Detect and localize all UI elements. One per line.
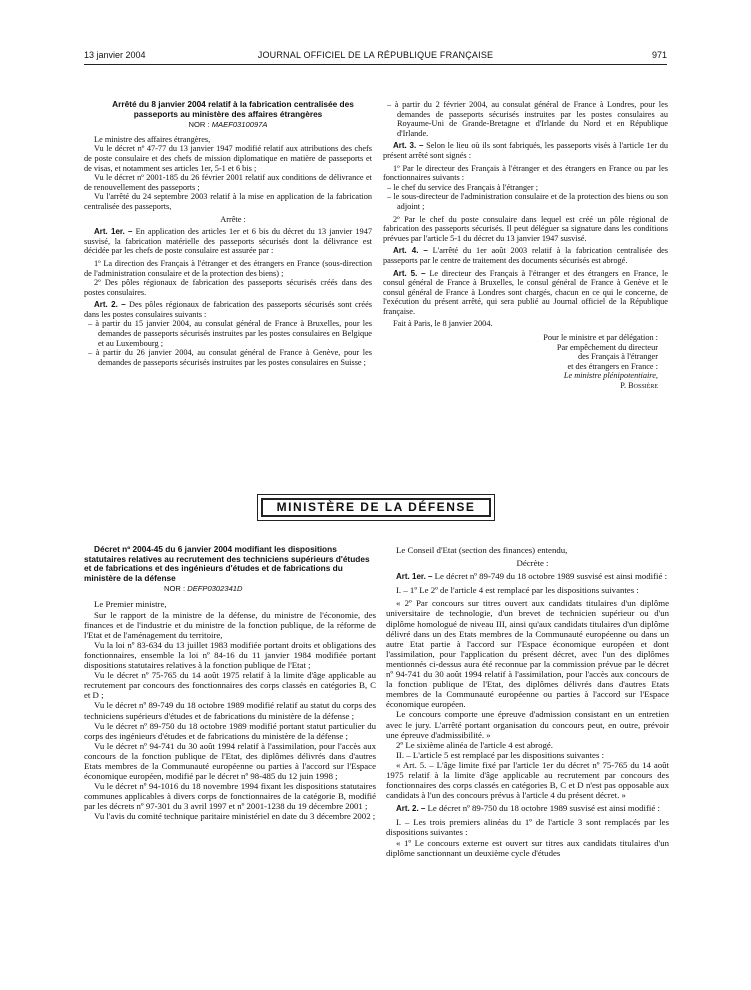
article-5: Art. 5. – Le directeur des Français à l'étranger et des étrangers en France, le consul général de France à Bruxelles, le consul général de France à Genève et le consul général de France à Londres sont chargés, chacun en ce qui le concerne, de l'exécution du présent arrêté, qui sera publié au Journal officiel de la République française.	[383, 268, 669, 316]
decret-para: Le Premier ministre,	[94, 599, 167, 610]
decret-para: Le Conseil d'Etat (section des finances) entendu,	[396, 545, 568, 555]
decret-para: Le concours comporte une épreuve d'admission consistant en un entretien avec le jury. L'arrêté portant organisation du concours peut, en outre, prévoir une épreuve d'admissibilité. »	[386, 709, 669, 740]
decret-para: I. – Les trois premiers alinéas du 1º de l'article 3 sont remplacés par les dispositions suivantes :	[386, 817, 669, 838]
decret-para: II. – L'article 5 est remplacé par les dispositions suivantes :	[396, 749, 605, 760]
decret-para: Vu le décret nº 75-765 du 14 août 1975 relatif à la limite d'âge applicable au recrutement par concours des fonctionnaires des corps classés en catégories B, C et D ;	[84, 670, 376, 701]
decret-para: Vu le décret nº 89-750 du 18 octobre 1989 modifié portant statut particulier du corps des ingénieurs d'études et de fabrications du ministère de la défense ;	[84, 720, 376, 741]
decrete-word: Décrète :	[516, 558, 549, 569]
page-number: 971	[651, 50, 667, 60]
decret-para: « 2º Par concours sur titres ouvert aux candidats titulaires d'un diplôme universitaire de technologie, d'un brevet de technicien supérieur ou d'un diplôme homologué de niveau III, ainsi qu'aux candidats titulaires d'un diplôme délivré dans un des Etats membres de la Communauté européenne ou dans un autre Etat partie à l'accord sur l'Espace économique européen et dont l'assimilation, pour l'application du présent décret, avec l'un des diplômes mentionnés ci-dessus aura été reconnue par la commission prévue par le décret nº 94-741 du 30 août 1994 relatif à l'assimilation, pour l'accès aux concours de la fonction publique de l'Etat, des diplômes délivrés dans d'autres Etats membres de la Communauté européenne ou parties à l'accord sur l'Espace économique européen.	[386, 598, 669, 710]
header-date: 13 janvier 2004	[84, 50, 146, 60]
arrete-title: Arrêté du 8 janvier 2004 relatif à la fabrication centralisée des passeports au ministère des affaires étrangères	[112, 99, 354, 119]
article-1-item: 2º Des pôles régionaux de fabrication des passeports sécurisés créés dans des postes consulaires.	[84, 278, 372, 297]
decret-left-column	[84, 545, 376, 822]
decret-para: « Art. 5. – L'âge limite fixé par l'article 1er du décret nº 75-765 du 14 août 1975 relatif à la limite d'âge applicable au recrutement par concours des fonctionnaires des corps classés en catégories B, C et D n'est pas opposable aux candidats à l'un des concours prévus à l'article 4 du présent décret. »	[386, 759, 669, 801]
page-header	[84, 50, 667, 62]
decret-nor: NOR : DEFP0302341D	[164, 584, 243, 594]
header-rule	[84, 64, 667, 65]
decret-title: Décret nº 2004-45 du 6 janvier 2004 modifiant les dispositions statutaires relatives au recrutement des techniciens supérieurs d'études et de fabrications et des ingénieurs d'études et de fabrications du ministère de la défense	[84, 544, 370, 583]
decret-para: « 1º Le concours externe est ouvert sur titres aux candidats titulaires d'un diplôme sanctionnant un deuxième cycle d'études	[386, 837, 669, 858]
signature-block	[383, 333, 668, 391]
decret-para: 2º Le sixième alinéa de l'article 4 est abrogé.	[396, 739, 553, 750]
list-item: – à partir du 26 janvier 2004, au consulat général de France à Genève, pour les demandes de passeports sécurisés instruites par les postes consulaires en Suisse ;	[88, 348, 372, 367]
decret-para: I. – 1º Le 2º de l'article 4 est remplacé par les dispositions suivantes :	[396, 585, 639, 596]
arrete-right-column	[383, 100, 668, 391]
arrete-para: Le ministre des affaires étrangères,	[94, 134, 211, 144]
ministry-heading-text: MINISTÈRE DE LA DÉFENSE	[261, 498, 491, 517]
ministry-heading	[257, 494, 495, 521]
decret-para: Sur le rapport de la ministre de la défense, du ministre de l'économie, des finances et de l'industrie et du ministre de la fonction publique, de la réforme de l'Etat et de l'aménagement du territoire,	[84, 609, 376, 640]
article-2: Art. 2. – Des pôles régionaux de fabrication des passeports sécurisés sont créés dans les postes consulaires suivants :	[84, 300, 372, 319]
arrete-nor: NOR : MAEF0310097A	[188, 120, 268, 130]
arrete-para: Vu le décret nº 47-77 du 13 janvier 1947 modifié relatif aux attributions des chefs de poste consulaire et des chefs de mission diplomatique en matière de passeports et de visas, et notamment ses articles 1er, 5-1 et 6 bis ;	[84, 144, 372, 173]
signature-line: et des étrangers en France :	[567, 361, 658, 371]
decret-para: Vu le décret nº 89-749 du 18 octobre 1989 modifié relatif au statut du corps des techniciens supérieurs d'études et de fabrications du ministère de la défense ;	[84, 700, 376, 721]
article-1-item: 1º La direction des Français à l'étranger et des étrangers en France (sous-direction de l'administration consulaire et de la protection des biens) ;	[84, 258, 372, 278]
article-2-list-cont	[383, 100, 668, 138]
signature-line: Par empêchement du directeur	[556, 342, 658, 352]
decret-para: Vu l'avis du comité technique paritaire ministériel en date du 3 décembre 2002 ;	[94, 811, 376, 822]
list-item: – le sous-directeur de l'administration consulaire et de la protection des biens ou son adjoint ;	[387, 192, 668, 211]
arrete-word: Arrête :	[220, 214, 246, 224]
list-item: – à partir du 15 janvier 2004, au consulat général de France à Bruxelles, pour les demandes de passeports sécurisés instruites par les postes consulaires en Belgique et au Luxembourg ;	[88, 319, 372, 348]
article-1: Art. 1er. – En application des articles 1er et 6 bis du décret du 13 janvier 1947 susvisé, la fabrication matérielle des passeports sécurisés dont la délivrance est décidée par les chefs de poste consulaire est assurée par :	[84, 227, 373, 256]
signature-line: Le ministre plénipotentiaire,	[563, 371, 658, 381]
signature-line: des Français à l'étranger	[577, 352, 658, 362]
article-4: Art. 4. – L'arrêté du 1er août 2003 relatif à la fabrication centralisée des passeports par le centre de traitement des documents sécurisés est abrogé.	[383, 246, 669, 265]
article-3-list	[383, 183, 668, 212]
article-2-list	[84, 319, 372, 367]
list-item: – le chef du service des Français à l'étranger ;	[387, 182, 539, 192]
arrete-para: Vu le décret nº 2001-185 du 26 février 2001 relatif aux conditions de délivrance et de renouvellement des passeports ;	[84, 173, 372, 192]
decret-article-2: Art. 2. – Le décret nº 89-750 du 18 octobre 1989 susvisé est ainsi modifié :	[396, 803, 660, 814]
article-3-item: 2º Par le chef du poste consulaire dans lequel est créé un pôle régional de fabrication des passeports sécurisés. Il peut déléguer sa signature dans les conditions prévues par l'article 5-1 du décret du 13 janvier 1947 susvisé.	[383, 214, 668, 243]
decret-right-column	[386, 545, 669, 858]
article-3: Art. 3. – Selon le lieu où ils sont fabriqués, les passeports visés à l'article 1er du présent arrêté sont signés :	[383, 141, 669, 160]
article-3-item: 1º Par le directeur des Français à l'étranger et des étrangers en France ou par les fonctionnaires suivants :	[383, 163, 668, 183]
fait-a: Fait à Paris, le 8 janvier 2004.	[393, 319, 493, 329]
decret-para: Vu le décret nº 94-741 du 30 août 1994 relatif à l'assimilation, pour l'accès aux concours de la fonction publique de l'Etat, des diplômes délivrés dans d'autres Etats membres de la Communauté européenne ou parties à l'accord sur l'Espace économique européen, modifié par le décret nº 98-485 du 12 juin 1998 ;	[84, 740, 376, 782]
signature-line: Pour le ministre et par délégation :	[543, 333, 658, 343]
list-item: – à partir du 2 février 2004, au consulat général de France à Londres, pour les demandes de passeports sécurisés instruites par les postes consulaires au Royaume-Uni de Grande-Bretagne et d'Irlande du Nord et en République d'Irlande.	[387, 100, 668, 138]
decret-para: Vu la loi nº 83-634 du 13 juillet 1983 modifiée portant droits et obligations des fonctionnaires, ensemble la loi nº 84-16 du 11 janvier 1984 modifiée portant dispositions statutaires relatives à la fonction publique de l'Etat ;	[84, 639, 376, 671]
decret-para: Vu le décret nº 94-1016 du 18 novembre 1994 fixant les dispositions statutaires communes applicables à divers corps de fonctionnaires de la catégorie B, modifié par les décrets nº 97-301 du 3 avril 1997 et nº 2001-1238 du 19 décembre 2001 ;	[84, 781, 376, 812]
signature-name: P. Bossière	[620, 381, 658, 391]
decret-article-1: Art. 1er. – Le décret nº 89-749 du 18 octobre 1989 susvisé est ainsi modifié :	[396, 571, 668, 582]
journal-title: JOURNAL OFFICIEL DE LA RÉPUBLIQUE FRANÇAISE	[257, 50, 494, 60]
arrete-para: Vu l'arrêté du 24 septembre 2003 relatif à la mise en application de la fabrication centralisée des passeports,	[84, 192, 372, 211]
arrete-left-column	[84, 100, 372, 367]
